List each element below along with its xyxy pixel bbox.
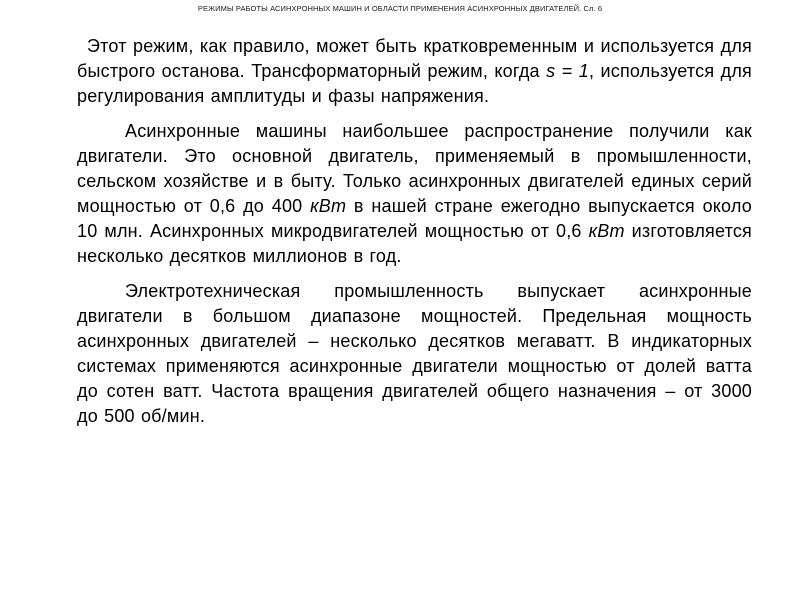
slide-body: [77, 34, 752, 429]
unit-kw: кВт: [588, 221, 625, 241]
paragraph-text: изготовляется несколько десятков миллионов в год.: [77, 221, 752, 266]
paragraph-text: , используется для регулирования амплитуды и фазы напряжения.: [77, 61, 752, 106]
paragraph-text: Асинхронные машины наибольшее распространение получили как двигатели. Это основной двигатель, применяемый в промышленности, сельском хозяйстве и в быту. Только асинхронных двигателей единых серий мощностью от 0,6 до 400: [77, 121, 752, 216]
slide-header: РЕЖИМЫ РАБОТЫ АСИНХРОННЫХ МАШИН И ОБЛАСТИ ПРИМЕНЕНИЯ АСИНХРОННЫХ ДВИГАТЕЛЕЙ. Сл. 6: [197, 4, 603, 13]
paragraph-motor-usage: [77, 119, 752, 269]
paragraph-stop-mode: [77, 34, 752, 109]
paragraph-text: Этот режим, как правило, может быть кратковременным и используется для быстрого останова. Трансформаторный режим, когда: [77, 36, 752, 81]
paragraph-power-range: [77, 279, 752, 429]
unit-kw: кВт: [310, 196, 347, 216]
paragraph-text: в нашей стране ежегодно выпускается около 10 млн. Асинхронных микродвигателей мощностью от 0,6: [77, 196, 752, 241]
paragraph-text: Электротехническая промышленность выпускает асинхронные двигатели в большом диапазоне мощностей. Предельная мощность асинхронных двигателей – несколько десятков мегаватт. В индикаторных системах применяются асинхронные двигатели мощностью от долей ватта до сотен ватт. Частота вращения двигателей общего назначения – от 3000 до 500 об/мин.: [77, 281, 752, 426]
slip-expression: s = 1: [546, 61, 589, 81]
